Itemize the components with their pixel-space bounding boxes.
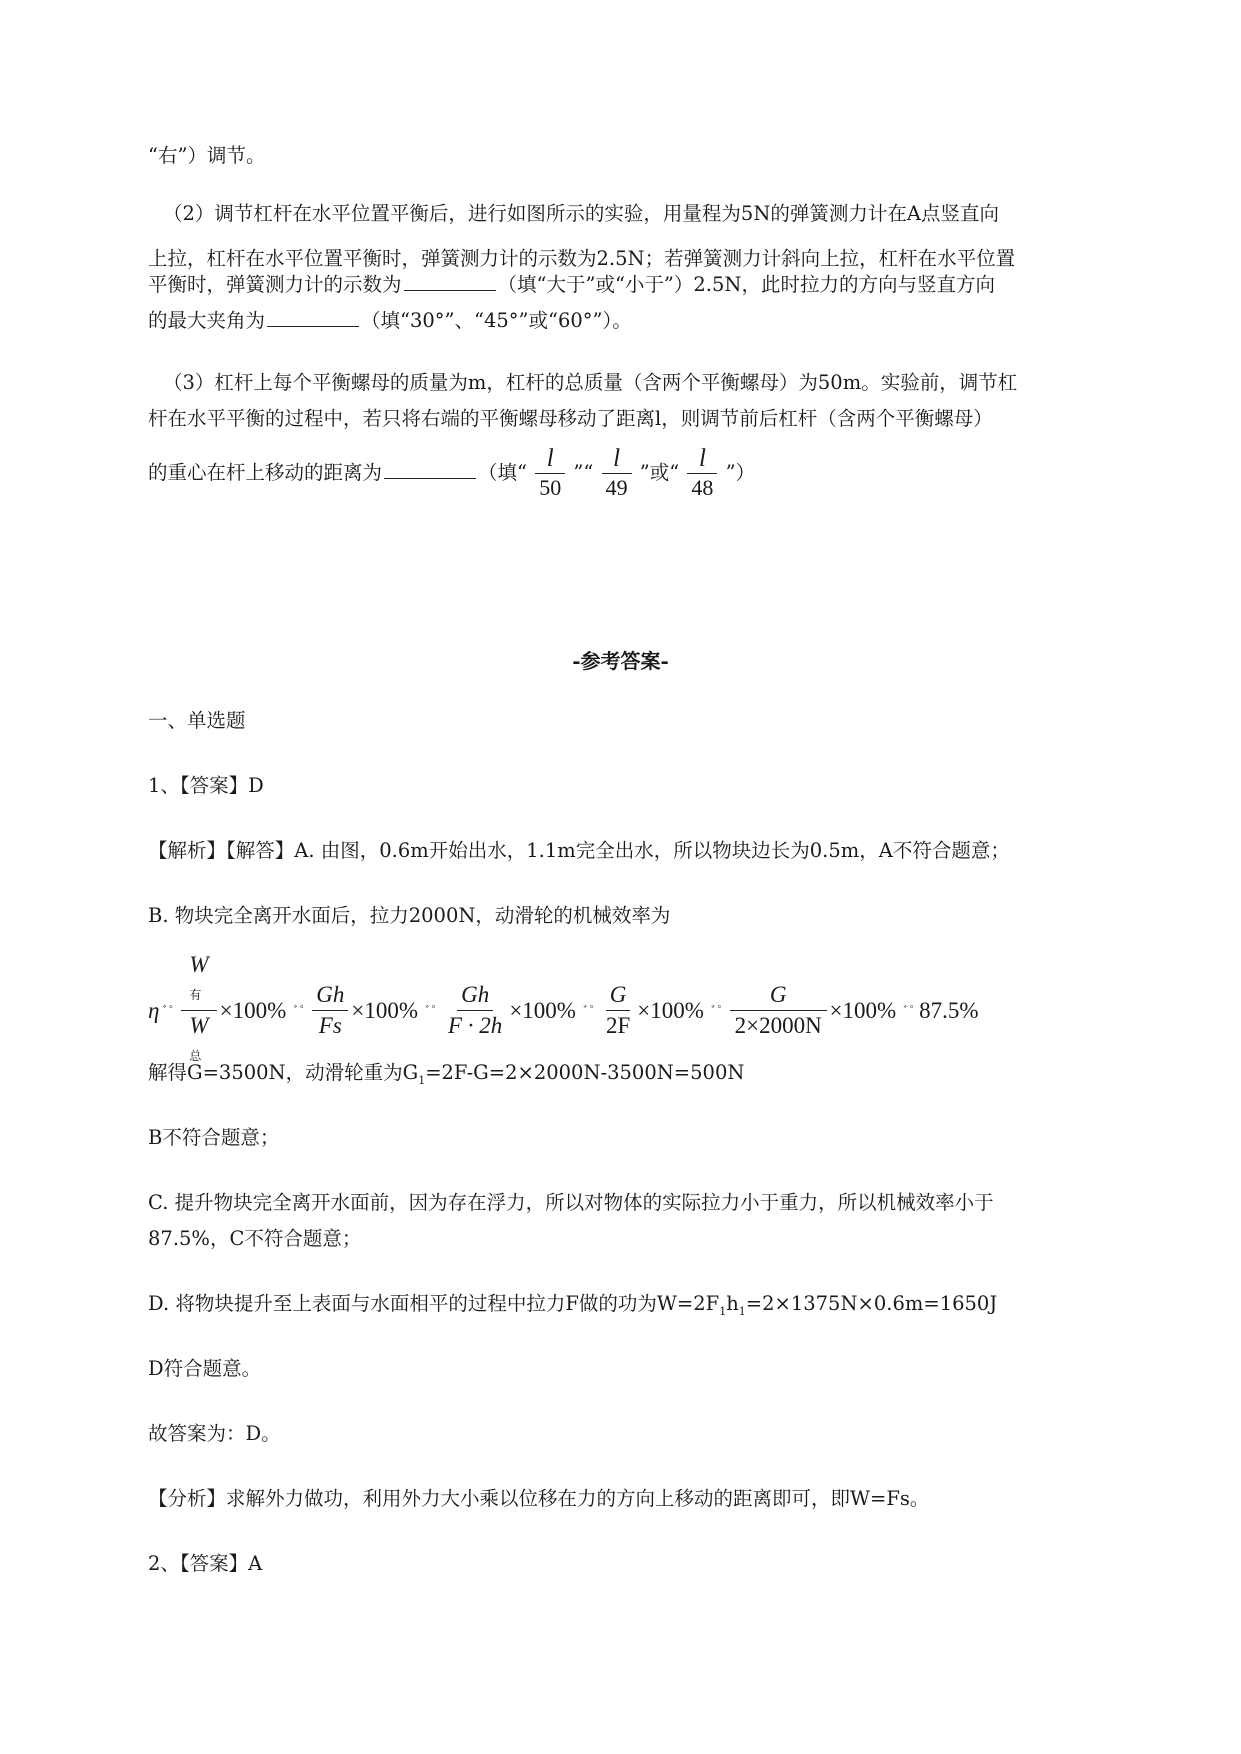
symbol: W [189, 952, 209, 977]
fraction-numerator: l [602, 445, 632, 474]
subscript: 1 [418, 1073, 426, 1087]
formula-result: 87.5% [919, 997, 979, 1023]
percent-factor: ×100% [829, 997, 897, 1023]
text-segment: D. 将物块提升至上表面与水面相平的过程中拉力F做的功为W=2F [148, 1292, 720, 1315]
equals-mark: ﾞﾟ [293, 1004, 307, 1019]
text-segment: （填“30°”、“45°”或“60°”）。 [361, 309, 632, 332]
fraction-denominator: 50 [539, 475, 562, 500]
answer-blank[interactable] [267, 325, 359, 327]
analysis-line: C. 提升物块完全离开水面前，因为存在浮力，所以对物体的实际拉力小于重力，所以机械效率小于 [148, 1191, 994, 1214]
analysis-line: 87.5%，C不符合题意； [148, 1227, 362, 1250]
q2-line-4 [148, 308, 632, 334]
q2-line-3 [148, 272, 995, 298]
formula-fraction [181, 950, 216, 1071]
text-segment: 的最大夹角为 [148, 309, 266, 332]
q3-line-1: （3）杠杆上每个平衡螺母的质量为m，杠杆的总质量（含两个平衡螺母）为50m。实验前，调节杠 [163, 371, 1018, 394]
efficiency-formula [148, 950, 979, 1071]
answer-key-title: -参考答案- [572, 649, 669, 673]
text-segment: =2F-G=2×2000N-3500N=500N [425, 1061, 745, 1084]
answer-line: 1、【答案】D [148, 774, 264, 797]
percent-factor: ×100% [351, 997, 418, 1023]
fraction-numerator: G [730, 980, 827, 1011]
equals-mark: ﾞﾟ [582, 1004, 596, 1019]
formula-fraction [730, 980, 827, 1041]
subscript: 1 [738, 1304, 746, 1318]
text-segment: 解得G=3500N，动滑轮重为G [148, 1061, 419, 1084]
q3-line-3 [148, 443, 755, 503]
text-segment: （填“ [478, 461, 527, 484]
text-segment: 的重心在杆上移动的距离为 [148, 461, 383, 484]
percent-factor: ×100% [219, 997, 287, 1023]
fraction-numerator [181, 950, 216, 1011]
equals-mark: ﾞﾟ [710, 1004, 724, 1019]
text-segment: h [726, 1292, 739, 1315]
percent-factor: ×100% [637, 997, 704, 1023]
fraction-numerator: Gh [457, 980, 493, 1011]
subscript: 有 [189, 988, 202, 1002]
answer-blank[interactable] [404, 289, 496, 291]
symbol: W [189, 1013, 209, 1038]
analysis-line [148, 1291, 997, 1325]
answer-line: 2、【答案】A [148, 1552, 263, 1575]
text-segment: =2×1375N×0.6m=1650J [745, 1292, 998, 1315]
fraction-denominator: 48 [691, 475, 714, 500]
fraction-numerator: G [606, 980, 631, 1011]
formula-fraction [602, 980, 634, 1041]
subscript: 1 [719, 1304, 727, 1318]
fraction-denominator: 2×2000N [734, 1013, 822, 1038]
answer-blank[interactable] [384, 477, 476, 479]
analysis-line: B不符合题意； [148, 1126, 280, 1149]
fraction-denominator: 49 [605, 475, 628, 500]
text-segment: ”或“ [639, 461, 680, 484]
text-segment: 平衡时，弹簧测力计的示数为 [148, 273, 402, 296]
analysis-line: 【分析】求解外力做功，利用外力大小乘以位移在力的方向上移动的距离即可，即W=Fs。 [148, 1487, 930, 1510]
fraction-denominator: Fs [318, 1013, 342, 1038]
fraction-numerator: Gh [312, 980, 348, 1011]
equals-mark: ﾞﾟ [425, 1004, 438, 1019]
fraction-denominator: 2F [605, 1013, 631, 1038]
fraction-numerator: l [535, 445, 565, 474]
q3-line-2: 杆在水平平衡的过程中，若只将右端的平衡螺母移动了距离l，则调节前后杠杆（含两个平衡螺母） [148, 407, 993, 430]
percent-factor: ×100% [509, 997, 576, 1023]
analysis-line: 【解析】【解答】A. 由图，0.6m开始出水，1.1m完全出水，所以物块边长为0.5m，A不符合题意； [148, 839, 1010, 862]
q2-line-1: （2）调节杠杆在水平位置平衡后，进行如图所示的实验，用量程为5N的弹簧测力计在A点竖直向 [163, 202, 999, 225]
q2-line-2: 上拉，杠杆在水平位置平衡时，弹簧测力计的示数为2.5N；若弹簧测力计斜向上拉，杠杆在水平位置 [148, 247, 1016, 270]
text-line: “右”）调节。 [148, 144, 266, 167]
fraction-option [535, 445, 565, 502]
analysis-line [148, 1060, 744, 1094]
subscript: 总 [189, 1049, 202, 1063]
analysis-line: D符合题意。 [148, 1357, 262, 1380]
text-segment: ”“ [573, 461, 594, 484]
formula-fraction [312, 980, 348, 1041]
eta-symbol: η [148, 997, 160, 1023]
fraction-option [602, 445, 632, 502]
section-heading: 一、单选题 [148, 709, 246, 732]
fraction-option [687, 445, 717, 502]
text-segment: ”） [725, 461, 756, 484]
text-segment: （填“大于”或“小于”）2.5N，此时拉力的方向与竖直方向 [497, 273, 995, 296]
analysis-line: B. 物块完全离开水面后，拉力2000N，动滑轮的机械效率为 [148, 904, 671, 927]
fraction-denominator: F · 2h [448, 1013, 503, 1038]
equals-mark: ﾞﾟ [903, 1004, 917, 1019]
fraction-numerator: l [687, 445, 717, 474]
equals-mark: ﾞﾟ [162, 1004, 176, 1019]
formula-fraction [444, 980, 506, 1041]
analysis-line: 故答案为：D。 [148, 1422, 281, 1445]
